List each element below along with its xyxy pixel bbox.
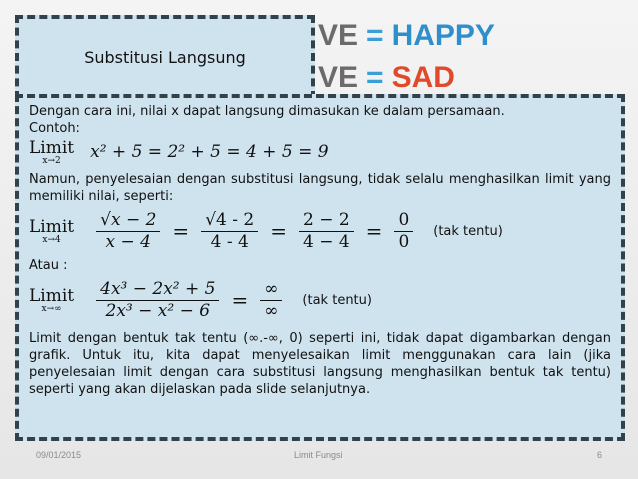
limit-operator [29, 139, 74, 166]
fraction-denominator: x − 4 [105, 231, 151, 252]
fraction-1 [96, 209, 160, 252]
banner-equals: = [366, 19, 384, 52]
closing-text: Limit dengan bentuk tak tentu (∞.-∞, 0) seperti ini, tidak dapat digambarkan dengan grafik. Untuk itu, kita dapat menyelesaikan limit menggunakan cara lain (jika penyelesaian limit dengan cara substitusi langsung menghasilkan bentuk tak tentu) seperti yang akan dijelaskan pada slide selanjutnya. [29, 331, 611, 397]
slide-title: Substitusi Langsung [84, 47, 246, 67]
fraction-numerator: 0 [394, 212, 413, 232]
fraction-denominator: 2x³ − x² − 6 [105, 300, 211, 321]
example-3 [29, 274, 611, 326]
fraction-denominator: 4 − 4 [302, 231, 350, 252]
banner-ve-text: VE [318, 61, 359, 94]
fraction-denominator: ∞ [264, 300, 279, 321]
fraction-numerator: 4x³ − 2x² + 5 [96, 281, 219, 301]
footer-page-number: 6 [597, 450, 603, 460]
title-box [15, 15, 315, 99]
limit-word: Limit [29, 137, 75, 158]
limit-operator [29, 218, 74, 245]
fraction-numerator: 2 − 2 [299, 212, 354, 232]
background-banner-sad [318, 58, 455, 98]
banner-happy-word: HAPPY [391, 19, 495, 52]
fraction-2 [201, 209, 258, 252]
banner-equals: = [366, 61, 384, 94]
limit-word: Limit [29, 216, 75, 237]
footer-date: 09/01/2015 [36, 450, 82, 460]
contoh-label: Contoh: [29, 121, 80, 136]
fraction-denominator: 4 - 4 [210, 231, 249, 252]
limit-subscript: x→2 [42, 155, 61, 166]
footer-title: Limit Fungsi [294, 450, 343, 460]
limit-operator [29, 287, 74, 314]
namun-text: Namun, penyelesaian dengan substitusi langsung, tidak selalu menghasilkan limit yang memiliki nilai, seperti: [29, 172, 611, 204]
banner-ve-text: VE [318, 19, 359, 52]
banner-sad-word: SAD [391, 61, 455, 94]
equals-sign: = [172, 218, 190, 243]
fraction-numerator: ∞ [260, 281, 282, 301]
atau-label: Atau : [29, 258, 68, 273]
fraction-4 [394, 209, 413, 252]
equals-sign: = [270, 218, 287, 243]
limit-subscript: x→∞ [41, 303, 62, 314]
fraction-numerator: √4 - 2 [201, 212, 258, 232]
fraction-polynomial [96, 278, 219, 321]
tak-tentu-note: (tak tentu) [302, 292, 372, 308]
tak-tentu-note: (tak tentu) [433, 223, 503, 239]
fraction-numerator: √x − 2 [96, 212, 160, 232]
limit-subscript: x→4 [42, 234, 61, 245]
example-1-expression: x² + 5 = 2² + 5 = 4 + 5 = 9 [90, 141, 329, 162]
example-2 [29, 205, 611, 257]
fraction-3 [299, 209, 354, 252]
equals-sign: = [365, 218, 383, 243]
content-box [15, 94, 625, 441]
intro-text: Dengan cara ini, nilai x dapat langsung dimasukan ke dalam persamaan. [29, 104, 505, 119]
limit-word: Limit [29, 285, 75, 306]
background-banner-happy [318, 16, 495, 56]
equals-sign: = [231, 287, 249, 312]
example-1 [29, 137, 611, 167]
fraction-denominator: 0 [398, 231, 410, 252]
fraction-infinity [260, 278, 282, 321]
